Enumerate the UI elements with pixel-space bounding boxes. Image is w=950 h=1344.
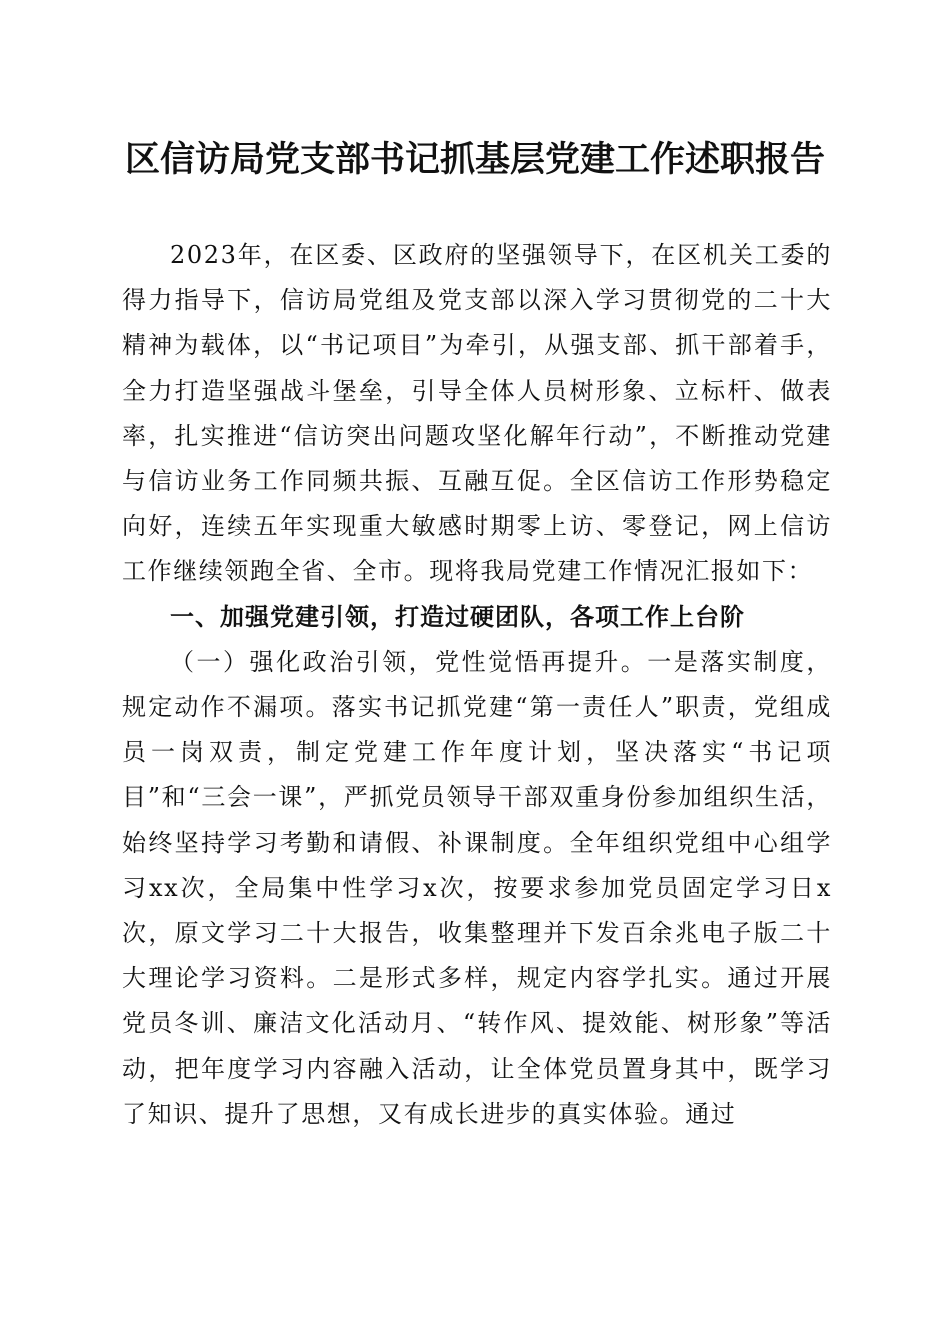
document-body	[122, 233, 832, 1137]
intro-paragraph: 2023年，在区委、区政府的坚强领导下，在区机关工委的得力指导下，信访局党组及党支部以深入学习贯彻党的二十大精神为载体，以“书记项目”为牵引，从强支部、抓干部着手，全力打造坚强战斗堡垒，引导全体人员树形象、立标杆、做表率，扎实推进“信访突出问题攻坚化解年行动”，不断推动党建与信访业务工作同频共振、互融互促。全区信访工作形势稳定向好，连续五年实现重大敏感时期零上访、零登记，网上信访工作继续领跑全省、全市。现将我局党建工作情况汇报如下：	[122, 241, 832, 586]
section-heading: 一、加强党建引领，打造过硬团队，各项工作上台阶	[170, 602, 745, 631]
document-title: 区信访局党支部书记抓基层党建工作述职报告	[124, 139, 825, 180]
subsection-paragraph: （一）强化政治引领，党性觉悟再提升。一是落实制度，规定动作不漏项。落实书记抓党建“第一责任人”职责，党组成员一岗双责，制定党建工作年度计划，坚决落实“书记项目”和“三会一课”，严抓党员领导干部双重身份参加组织生活，始终坚持学习考勤和请假、补课制度。全年组织党组中心组学习xx次，全局集中性学习x次，按要求参加党员固定学习日x次，原文学习二十大报告，收集整理并下发百余兆电子版二十大理论学习资料。二是形式多样，规定内容学扎实。通过开展党员冬训、廉洁文化活动月、“转作风、提效能、树形象”等活动，把年度学习内容融入活动，让全体党员置身其中，既学习了知识、提升了思想，又有成长进步的真实体验。通过	[122, 647, 832, 1128]
